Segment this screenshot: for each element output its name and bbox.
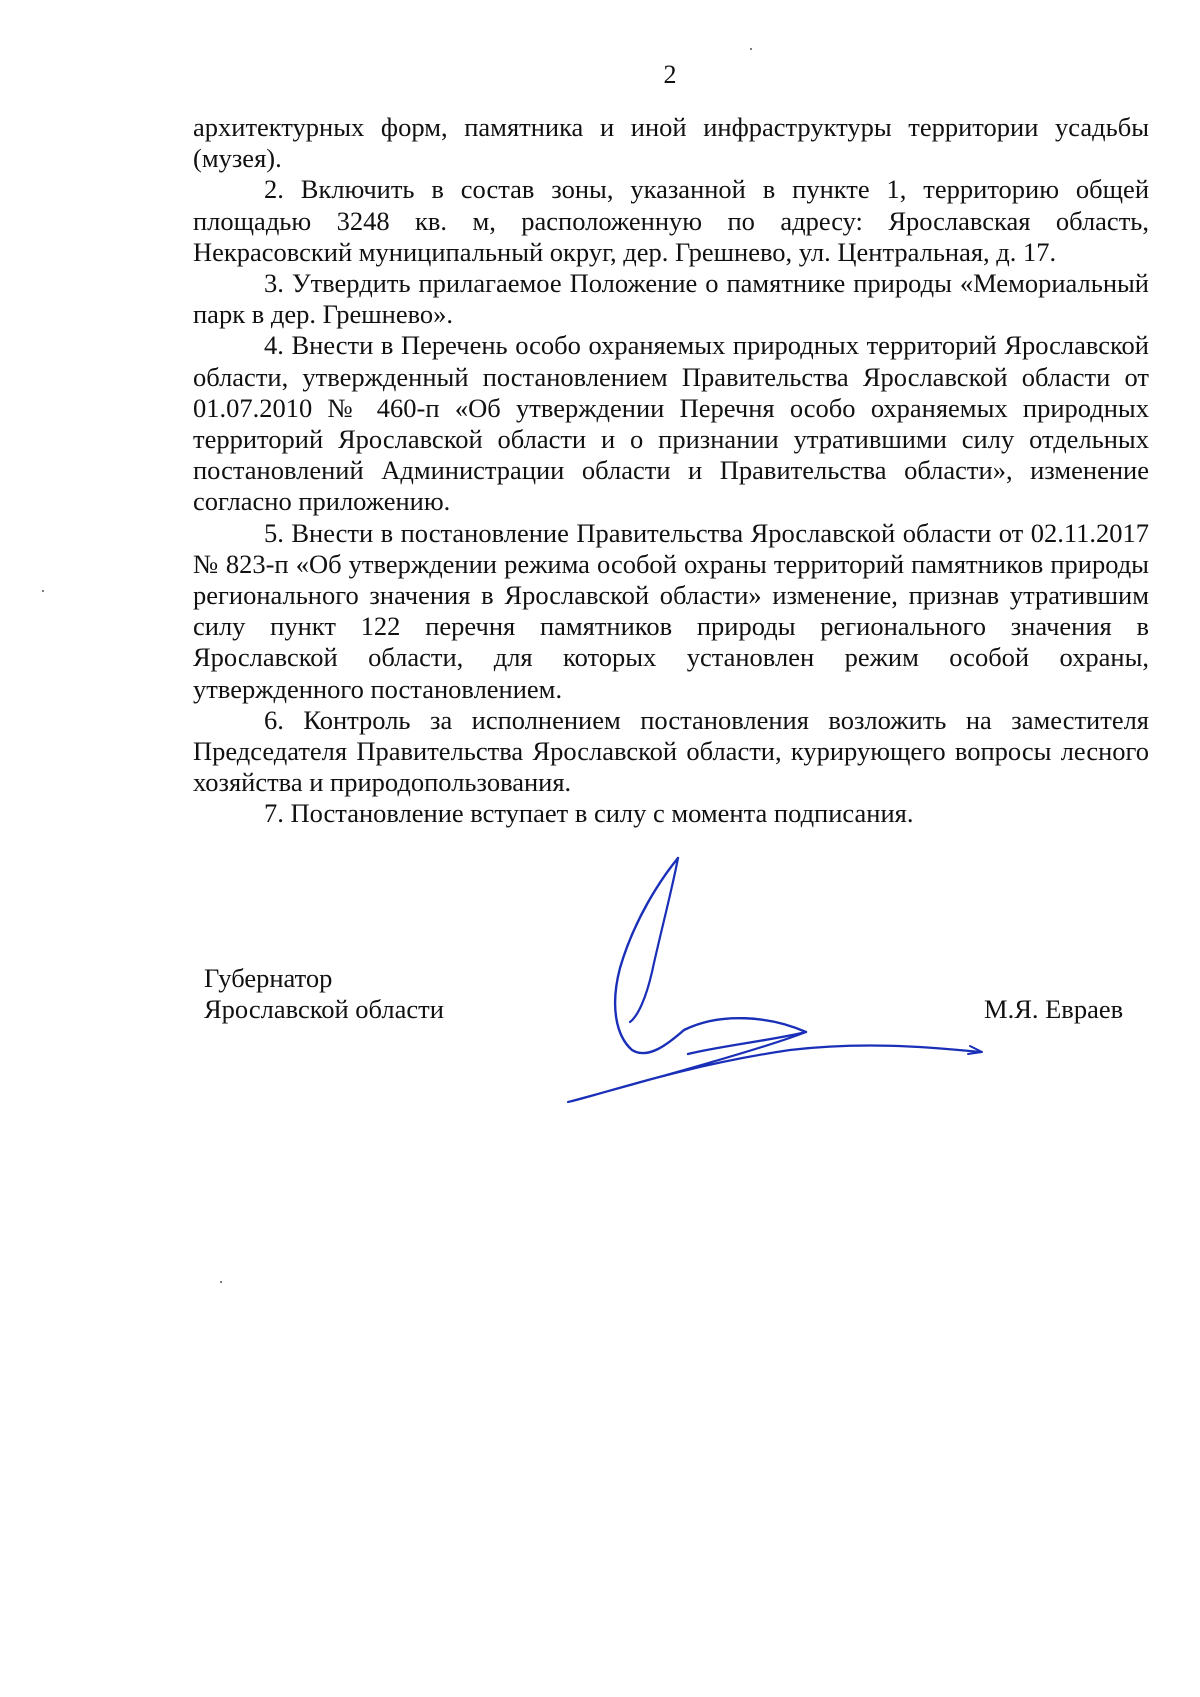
signer-region: Ярославской области	[204, 994, 444, 1024]
paragraph-item-7: 7. Постановление вступает в силу с момента подписания.	[264, 798, 914, 829]
page-number: 2	[663, 60, 677, 89]
scan-speck	[750, 48, 752, 50]
signer-title	[204, 963, 444, 1025]
paragraph-item-5: 5. Внести в постановление Правительства Ярославской области от 02.11.2017 № 823-п «Об утверждении режима особой охраны территорий памятников природы регионального значения в Ярославской области» изменение, признав утратившим силу пункт 122 перечня памятников природы регионального значения в Ярославской области, для которых установлен режим особой охраны, утвержденного постановлением.	[193, 517, 1149, 704]
paragraph-item-2: 2. Включить в состав зоны, указанной в пункте 1, территорию общей площадью 3248 кв. м, расположенную по адресу: Ярославская область, Некрасовский муниципальный округ, дер. Грешнево, ул. Центральная, д. 17.	[193, 174, 1149, 267]
scan-speck	[42, 590, 44, 592]
signature-inner-stroke	[630, 858, 678, 1022]
paragraph-item-6: 6. Контроль за исполнением постановления возложить на заместителя Председателя Правительства Ярославской области, курирующего вопросы лесного хозяйства и природопользования.	[193, 704, 1149, 798]
signature-tail-stroke	[568, 1032, 980, 1102]
scan-speck	[220, 1281, 222, 1283]
signer-name: М.Я. Евраев	[984, 994, 1124, 1024]
handwritten-signature	[560, 840, 1000, 1120]
signature-end-hook	[968, 1046, 982, 1054]
signer-position: Губернатор	[204, 963, 333, 993]
paragraph-continuation: архитектурных форм, памятника и иной инфраструктуры территории усадьбы (музея).	[193, 112, 1149, 174]
document-body	[193, 112, 1149, 830]
paragraph-item-4: 4. Внести в Перечень особо охраняемых природных территорий Ярославской области, утвержденный постановлением Правительства Ярославской области от 01.07.2010 № 460-п «Об утверждении Перечня особо охраняемых природных территорий Ярославской области и о признании утратившими силу отдельных постановлений Администрации области и Правительства области», изменение согласно приложению.	[193, 330, 1149, 517]
signature-loop-stroke	[615, 858, 806, 1054]
paragraph-item-3: 3. Утвердить прилагаемое Положение о памятнике природы «Мемориальный парк в дер. Грешнево».	[193, 268, 1149, 330]
